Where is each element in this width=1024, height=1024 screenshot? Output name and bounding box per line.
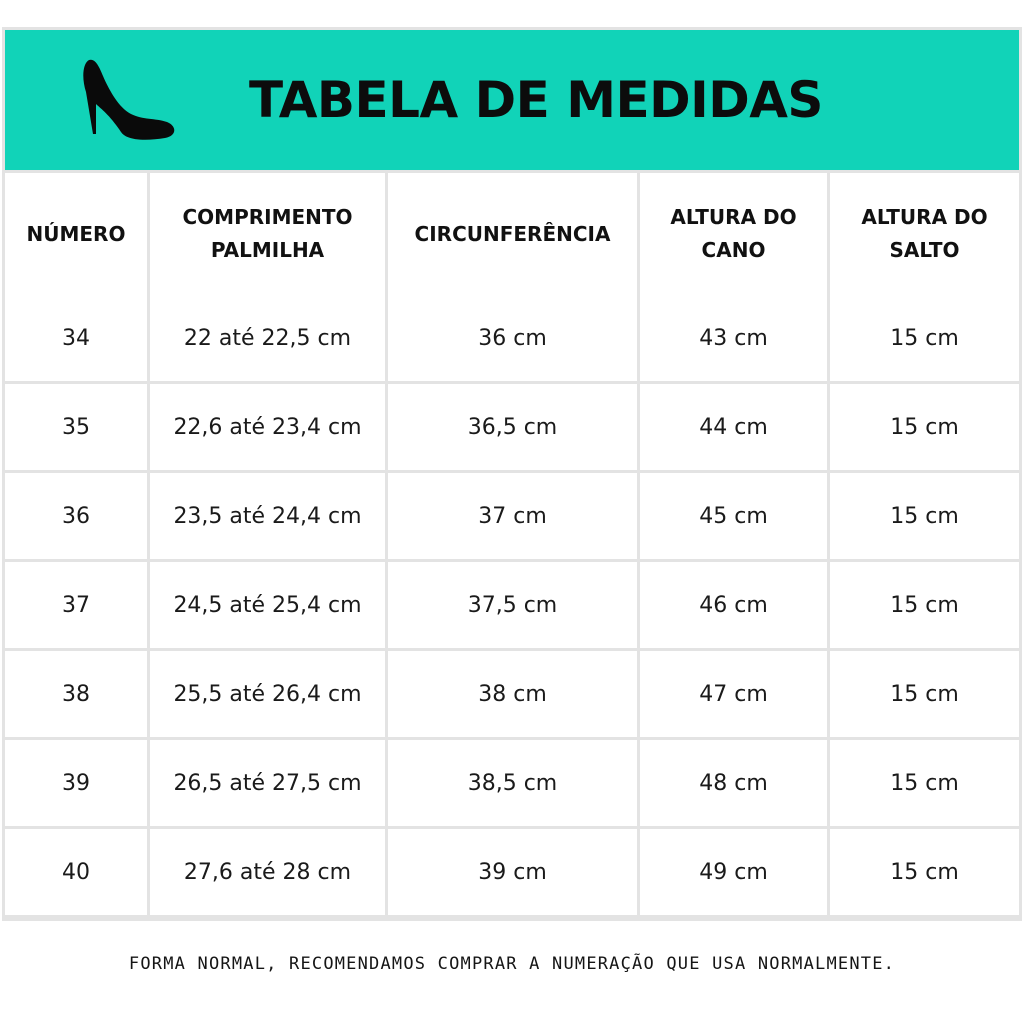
cell-circunferencia: 38 cm [388, 651, 640, 740]
table-row [5, 651, 1019, 740]
cell-altura-cano: 45 cm [640, 473, 830, 562]
cell-altura-cano: 46 cm [640, 562, 830, 651]
table-header-row [5, 173, 1019, 295]
cell-altura-cano: 44 cm [640, 384, 830, 473]
table-row [5, 295, 1019, 384]
table-row [5, 829, 1019, 915]
cell-numero: 36 [5, 473, 150, 562]
cell-circunferencia: 39 cm [388, 829, 640, 915]
cell-numero: 37 [5, 562, 150, 651]
page-title: TABELA DE MEDIDAS [249, 71, 823, 129]
column-header-numero: NÚMERO [5, 173, 150, 295]
cell-circunferencia: 37,5 cm [388, 562, 640, 651]
column-header-circunferencia: CIRCUNFERÊNCIA [388, 173, 640, 295]
size-table [5, 173, 1019, 915]
column-header-altura-do-cano: ALTURA DO CANO [640, 173, 830, 295]
size-chart [2, 27, 1022, 921]
table-row [5, 562, 1019, 651]
cell-numero: 39 [5, 740, 150, 829]
cell-altura-salto: 15 cm [830, 562, 1019, 651]
cell-altura-cano: 48 cm [640, 740, 830, 829]
cell-comprimento: 23,5 até 24,4 cm [150, 473, 388, 562]
cell-altura-salto: 15 cm [830, 473, 1019, 562]
cell-comprimento: 25,5 até 26,4 cm [150, 651, 388, 740]
cell-comprimento: 26,5 até 27,5 cm [150, 740, 388, 829]
cell-altura-salto: 15 cm [830, 740, 1019, 829]
high-heel-shoe-icon [81, 54, 177, 140]
column-header-altura-do-salto: ALTURA DO SALTO [830, 173, 1019, 295]
column-header-comprimento-palmilha: COMPRIMENTO PALMILHA [150, 173, 388, 295]
cell-comprimento: 24,5 até 25,4 cm [150, 562, 388, 651]
table-row [5, 473, 1019, 562]
cell-numero: 35 [5, 384, 150, 473]
cell-altura-salto: 15 cm [830, 384, 1019, 473]
cell-altura-salto: 15 cm [830, 651, 1019, 740]
cell-numero: 40 [5, 829, 150, 915]
table-row [5, 384, 1019, 473]
cell-comprimento: 22 até 22,5 cm [150, 295, 388, 384]
cell-altura-cano: 49 cm [640, 829, 830, 915]
cell-circunferencia: 36 cm [388, 295, 640, 384]
cell-circunferencia: 37 cm [388, 473, 640, 562]
cell-numero: 34 [5, 295, 150, 384]
cell-altura-cano: 47 cm [640, 651, 830, 740]
header-banner [5, 30, 1019, 170]
cell-circunferencia: 38,5 cm [388, 740, 640, 829]
cell-altura-salto: 15 cm [830, 295, 1019, 384]
cell-comprimento: 22,6 até 23,4 cm [150, 384, 388, 473]
cell-altura-salto: 15 cm [830, 829, 1019, 915]
footnote: FORMA NORMAL, RECOMENDAMOS COMPRAR A NUMERAÇÃO QUE USA NORMALMENTE. [128, 954, 896, 974]
table-row [5, 740, 1019, 829]
cell-circunferencia: 36,5 cm [388, 384, 640, 473]
cell-comprimento: 27,6 até 28 cm [150, 829, 388, 915]
cell-numero: 38 [5, 651, 150, 740]
cell-altura-cano: 43 cm [640, 295, 830, 384]
